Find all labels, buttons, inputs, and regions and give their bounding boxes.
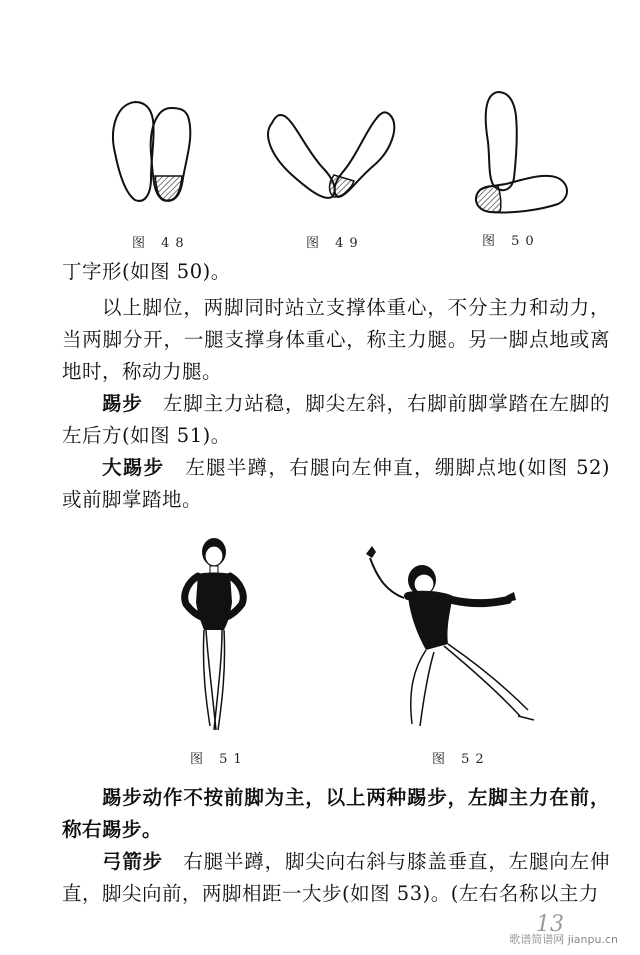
term-big-kick-step: 大踢步 [102,456,165,479]
figure-49-illustration [262,105,402,205]
watermark: 歌谱简谱网 jianpu.cn [509,933,618,946]
paragraph-right-kick-step: 踢步动作不按前脚为主，以上两种踢步，左脚主力在前，称右踢步。 [62,786,610,841]
figure-51-illustration [168,530,258,740]
term-bow-step: 弓箭步 [102,850,163,873]
paragraph-big-kick-step [62,452,610,516]
paragraph-kick-step [62,388,610,452]
figure-51-caption: 图 51 [190,752,248,767]
figure-48-illustration [105,98,200,208]
figure-49-caption: 图 49 [306,236,364,251]
figure-50-illustration [470,86,572,216]
text-kick-step: 左脚主力站稳，脚尖左斜，右脚前脚掌踏在左脚的左后方(如图 51)。 [62,392,610,447]
paragraph-bow-step [62,846,610,910]
text-bow-step: 右腿半蹲，脚尖向右斜与膝盖垂直，左腿向左伸直，脚尖向前，两脚相距一大步(如图 53)。(左右名称以主力 [62,850,610,905]
figure-50-caption: 图 50 [482,234,540,249]
figure-52-caption: 图 52 [432,752,490,767]
figure-48-caption: 图 48 [132,236,190,251]
figure-52-illustration [348,540,548,740]
term-kick-step: 踢步 [102,392,143,415]
text-big-kick-step: 左腿半蹲，右腿向左伸直，绷脚点地(如图 52)或前脚掌踏地。 [62,456,610,511]
page-number: 13 [536,912,564,937]
paragraph-foot-positions: 以上脚位，两脚同时站立支撑体重心，不分主力和动力，当两脚分开，一腿支撑身体重心，称主力腿。另一脚点地或离地时，称动力腿。 [62,296,610,383]
paragraph-t-shape: 丁字形(如图 50)。 [62,260,231,283]
